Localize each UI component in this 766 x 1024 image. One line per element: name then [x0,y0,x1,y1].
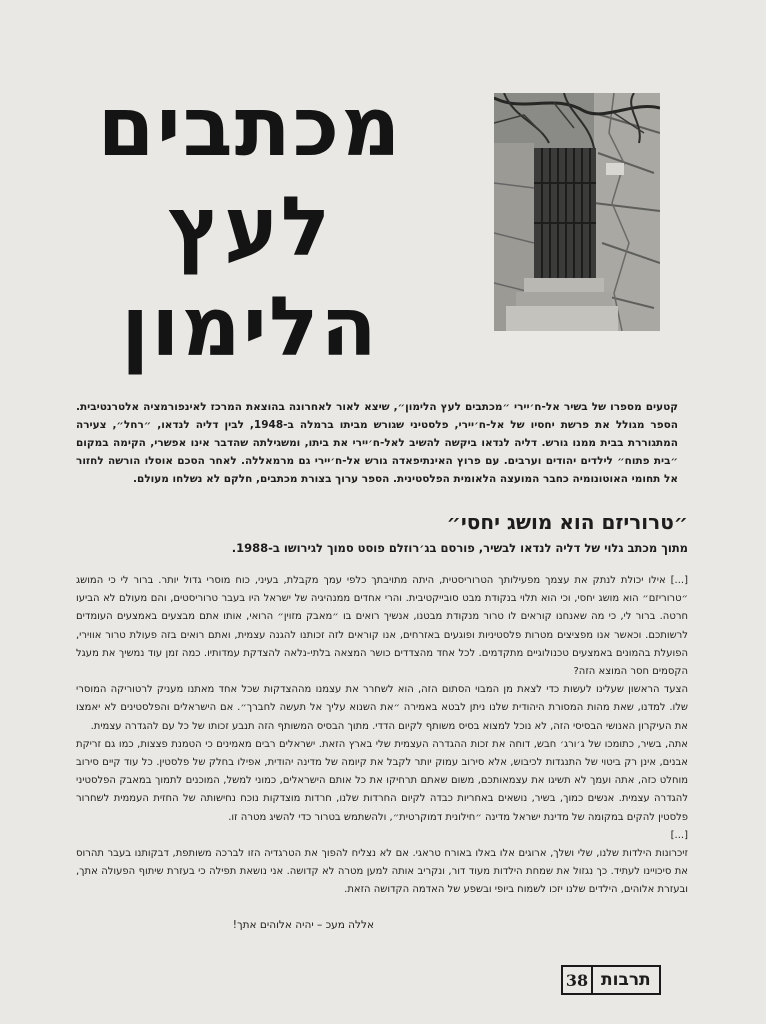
page-number: 38 [563,967,593,993]
house-gate-photo [494,93,660,331]
article-title [85,78,415,378]
body-paragraph: [...] אילו יכולת לנתק את עצמך מפעילותך הטרוריסטית, היתה מתויבתך כלפי עמך מקבלת, בעיני, כוח מוסרי גדול יותר. ברור לי כי המושג ״טרוריזם״ הוא מושג יחסי, וכי הוא תלוי בנקודת מבט סובייקטיבית. והרי אחדים ממנהיגיה של ישראל היו בעבר טרוריסטים, והם מעולם לא הביעו חרטה. ברור לי, כי מה שאנחנו קוראים לו טרור מנקודת מבטנו, אנשיך רואים בו ״מאבק מזוין״ הרואי, אותו אתם מבצעים באמצעים העומדים לרשותכם. וכאשר אנו מפציצים מטרות פלסטיניות ופוגעים באזרחים, אנו קוראים לזה זכותנו להגנה עצמית, ואתם רואים בזה פעולת טרור אווירי, הפועלת בהמונים באמצעים טכנולוגיים מתקדמים. לכל אחד מהצדדים כושר המצאה בלתי-נלאה להצדקת עמדותיו. כמה זמן עוד נמשיך את מעגל הקסמים חסר המוצא הזה? [76,575,688,678]
body-paragraph: [...] [670,829,688,841]
article-headline: ״טרוריזם הוא מושג יחסי״ [446,510,688,534]
article-subheadline: מתוך מכתב גלוי של דליה לנדאו לבשיר, פורסם בג׳רוזלם פוסט סמוך לגירושו ב-1988. [231,541,688,555]
title-line-1: מכתבים [97,80,403,175]
section-name: תרבות [601,970,651,990]
title-line-2: לעץ [167,180,333,275]
house-gate-photo-image [494,93,660,331]
title-line-3: הלימון [121,280,379,375]
body-paragraph: זיכרונות הילדות שלנו, שלי ושלך, ארוגים אלו באלו באורח טראגי. אם לא נצליח להפוך את הטרגדיה הזו לברכה משותפת, דבקותנו בעבר תהרוס את סיכויינו לעתיד. כך נגזול את שמחת הילדות מעוד דור, ונקריב אותה למען מטרה לא קדושה. אני נושאת תפילה כי בעזרת שיתוף הפעולה אתך, ובעזרת אלוהים, הילדים שלנו יזכו לשמוח ביופי ובשפע של האדמה הקדושה הזאת. [76,848,688,896]
intro-paragraph [76,398,678,488]
page-footer [561,965,661,995]
intro-text: קטעים מספרו של בשיר אל-ח׳יירי ״מכתבים לעץ הלימון״, שיצא לאור לאחרונה בהוצאת המרכז לאינפורמציה אלטרנטיבית. הספר מגולל את פרשת יחסיו של אל-ח׳יירי, פלסטיני שגורש מביתו ברמלה ב-1948, לבין דליה לנדאו, ״רחל״, צעירה המתגוררת בבית ממנו גורש. דליה לנדאו ביקשה להשיב לאל-ח׳יירי את ביתו, ומשגילתה שהדבר אינו אפשרי, הקימה במקום ״בית פתוח״ לילדים יהודים וערבים. עם פרוץ האינתיפאדה גורש אל-ח׳יירי גם מרמאללה. לאחר הסכם אוסלו הורשה לחזור אל תחומי האוטונומיה כחבר המועצה הלאומית הפלסטינית. הספר ערוך בצורת מכתבים, חלקם לא נשלחו מעולם. [76,401,678,485]
body-paragraph: הצעד הראשון שעלינו לעשות כדי לצאת מן המבוי הסתום הזה, הוא לשחרר את עצמנו מההצדקות שכל אחד מאתנו מעניק לרטוריקה המוסרי שלו. למדנו, שאת מהות המסורת היהודית שלנו ניתן לבטא באמירה ״את השנוא עליך אל תעשה לחברך״. אם הישראלים והפלסטינים לא יאמצו את העיקרון האנושי הבסיסי הזה, לא נוכל למצוא בסיס משותף לקיום הדדי. מתוך הבסיס המשותף הזה תנבע זכותו של כל עם להגדרה עצמית. [76,684,688,732]
body-paragraph: אתה, בשיר, כתומכו של ג׳ורג׳ חבש, דוחה את זכות ההגדרה העצמית שלי בארץ הזאת. ישראלים רבים מאמינים כי הטמנת פצצות, כמו גם זריקת אבנים, אינן רק ביטוי של התנגדות לכיבוש, אלא סירוב עמוק יותר לקבל את קיומה של מדינה יהודית, אפילו בחלק של פלסטין. כל עוד קיים סירוב מוחלט כזה, אתה ועמך לא תשיגו את עצמאותכם, משום שאתם תרחיקו את כל אותם הישראלים, כמוני למשל, המוכנים לתמוך במאבק הפלסטיני להגדרה עצמית. אנשים כמוך, בשיר, נושאים באחריות כבדה לקיום החרדות שלנו, חרדות מוצדקות נוכח נחישותה של החזית העממית לשחרור פלסטין להקים במקומה של מדינת ישראל מדינה ״חילונית דמוקרטית״, ולהשתמש בטרור כדי להשיג מטרה זו. [76,738,688,823]
article-body [76,572,688,900]
article-signoff: אללה מעכ – יהיה אלוהים אתך! [232,919,374,931]
